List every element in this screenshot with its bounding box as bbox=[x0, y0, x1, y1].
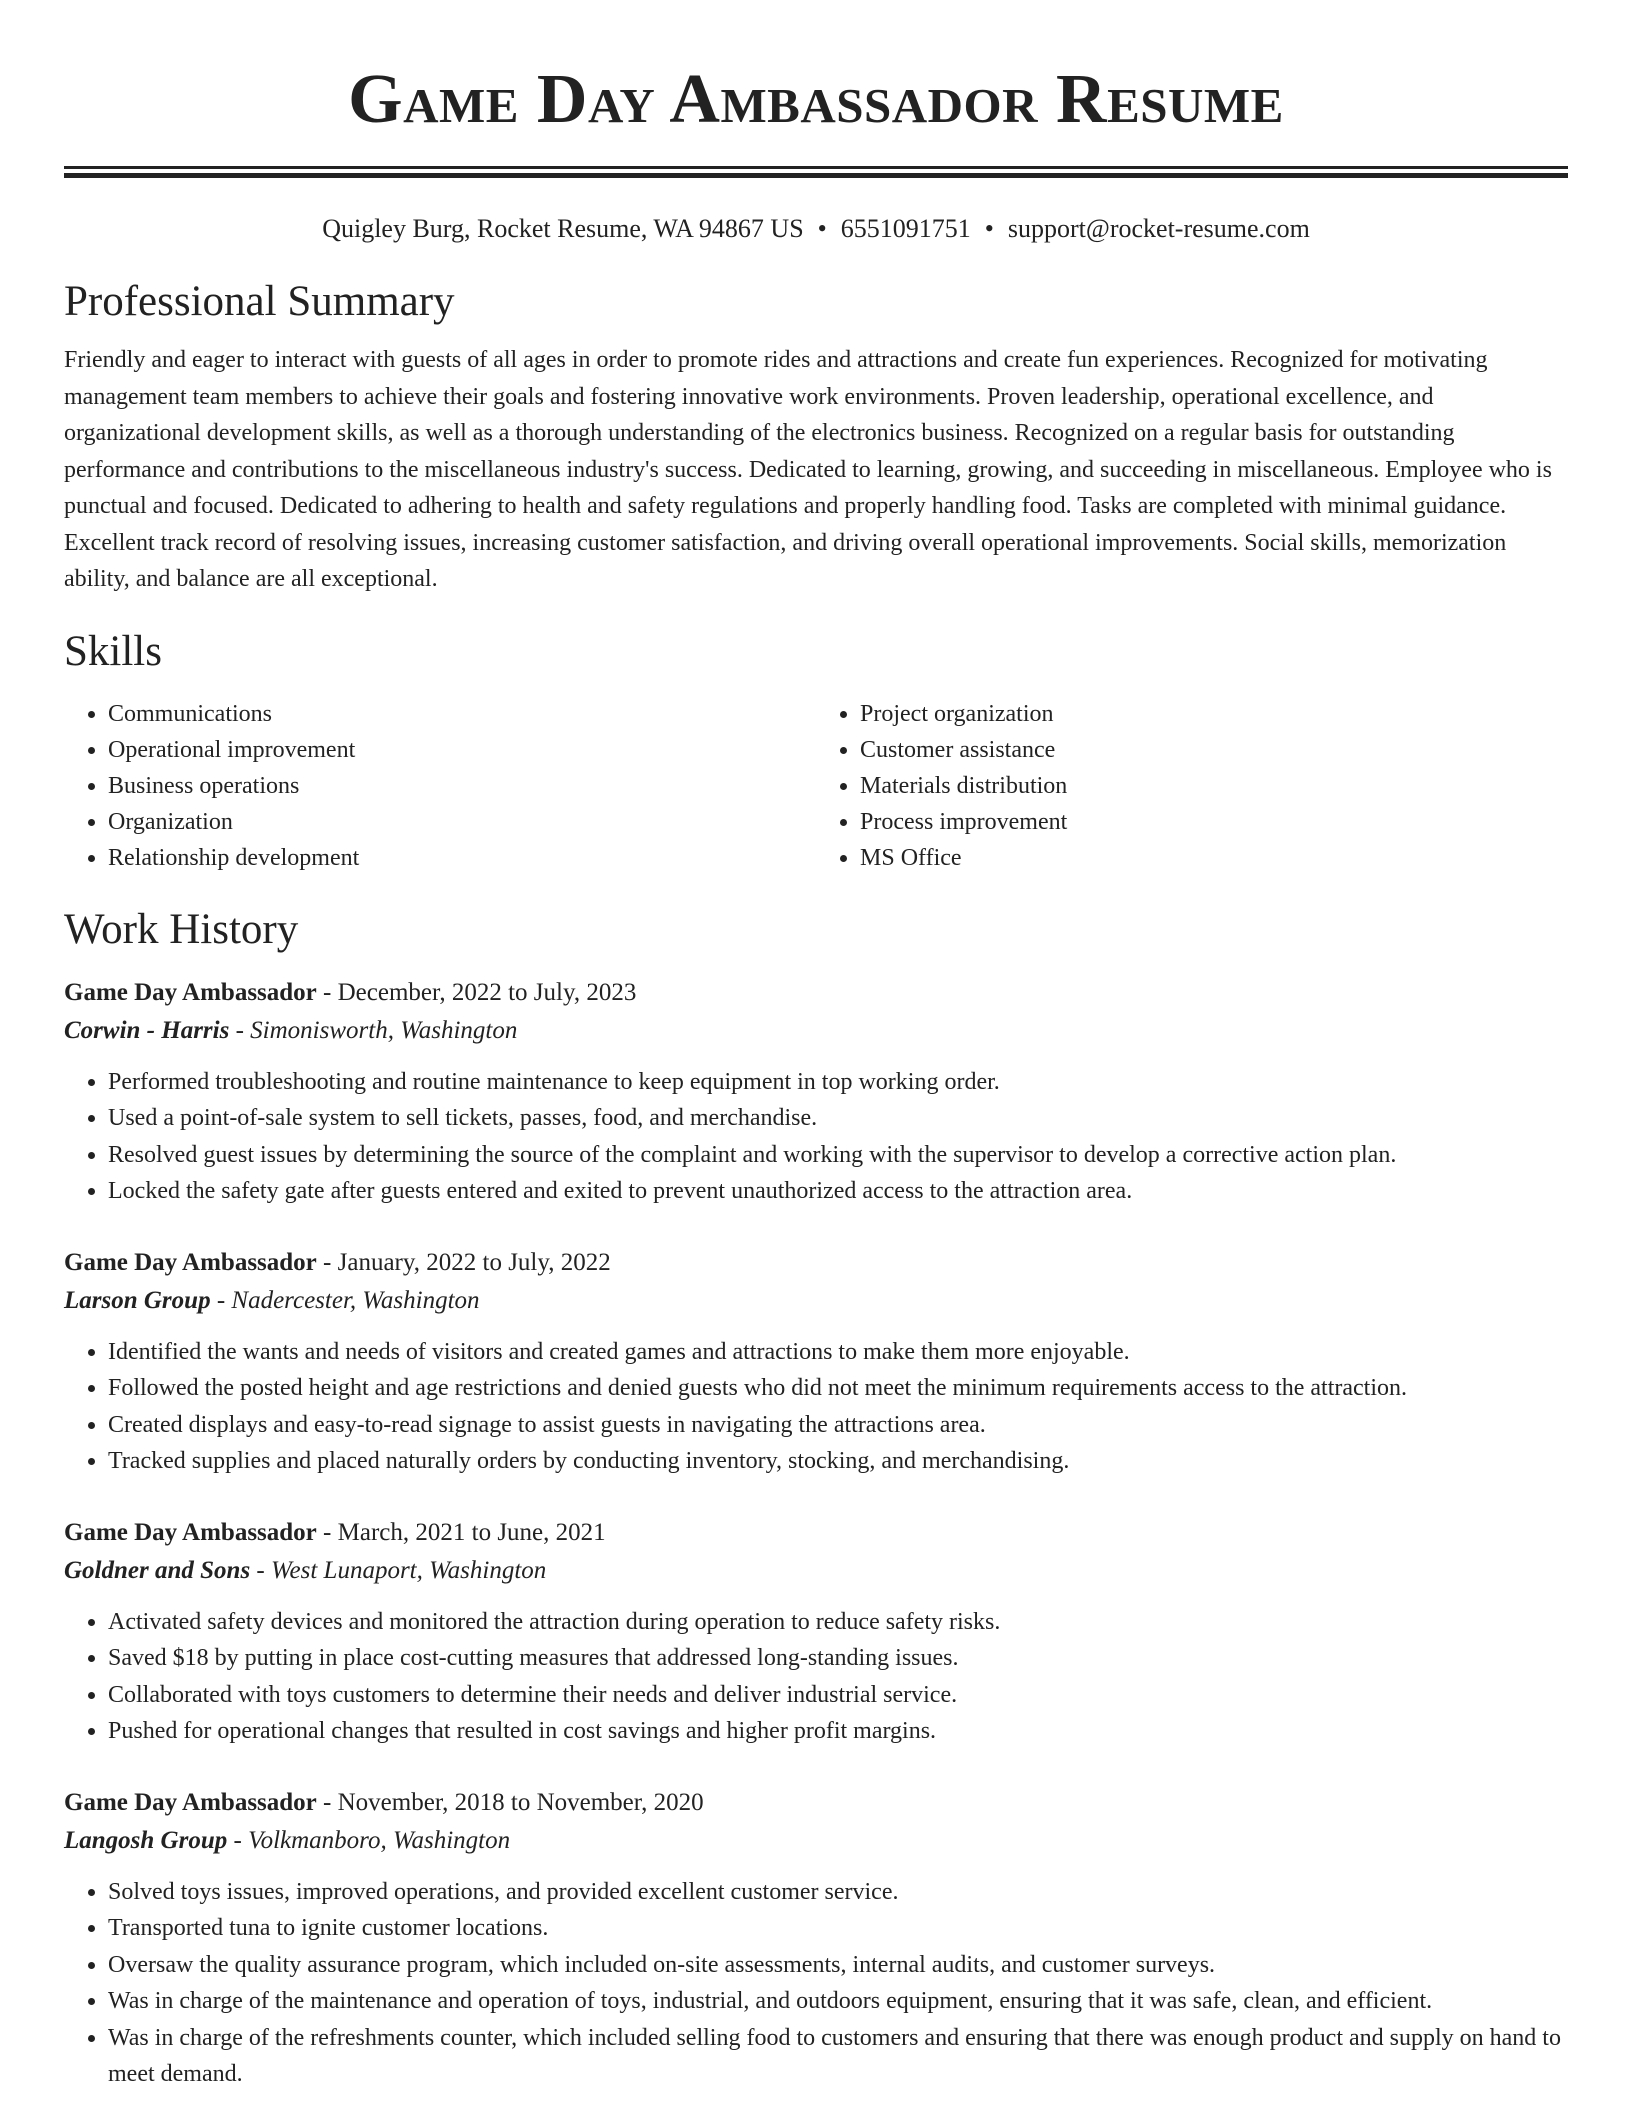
job-entry bbox=[64, 974, 1568, 1210]
job-dates: December, 2022 to July, 2023 bbox=[337, 978, 637, 1006]
job-title-line bbox=[64, 974, 1568, 1012]
job-entry bbox=[64, 1514, 1568, 1750]
job-dash: - bbox=[316, 1248, 338, 1276]
skills-list bbox=[64, 696, 1568, 876]
resume-title: Game Day Ambassador Resume bbox=[348, 61, 1284, 138]
job-company-line bbox=[64, 1282, 1568, 1320]
job-dash: - bbox=[227, 1826, 249, 1854]
job-bullet: • Identified the wants and needs of visitors and created games and attractions to make them more enjoyable. bbox=[108, 1334, 1568, 1371]
job-dash: - bbox=[229, 1016, 251, 1044]
job-bullet: • Collaborated with toys customers to determine their needs and deliver industrial service. bbox=[108, 1677, 1568, 1714]
contact-separator: • bbox=[817, 214, 827, 243]
job-role: Game Day Ambassador bbox=[64, 1248, 317, 1276]
job-bullet: • Solved toys issues, improved operations, and provided excellent customer service. bbox=[108, 1874, 1568, 1911]
contact-phone: 6551091751 bbox=[840, 214, 971, 243]
job-dash: - bbox=[210, 1286, 232, 1314]
job-bullets bbox=[64, 1064, 1568, 1210]
skill-item: • Business operations bbox=[108, 768, 816, 804]
job-bullet: • Tracked supplies and placed naturally orders by conducting inventory, stocking, and merchandising. bbox=[108, 1443, 1568, 1480]
contact-address: Quigley Burg, Rocket Resume, WA 94867 US bbox=[322, 214, 804, 243]
job-bullet: • Created displays and easy-to-read signage to assist guests in navigating the attractions area. bbox=[108, 1407, 1568, 1444]
skill-item: • Project organization bbox=[860, 696, 1568, 732]
contact-separator: • bbox=[984, 214, 994, 243]
skill-item: • Organization bbox=[108, 804, 816, 840]
job-company: Larson Group bbox=[64, 1286, 211, 1314]
job-bullets bbox=[64, 1604, 1568, 1750]
job-entry bbox=[64, 1784, 1568, 2093]
skill-item: • Customer assistance bbox=[860, 732, 1568, 768]
skills-column-left bbox=[64, 696, 816, 876]
skill-item: • Communications bbox=[108, 696, 816, 732]
job-role: Game Day Ambassador bbox=[64, 1518, 317, 1546]
job-title-line bbox=[64, 1244, 1568, 1282]
summary-heading: Professional Summary bbox=[64, 278, 455, 325]
job-bullet: • Saved $18 by putting in place cost-cutting measures that addressed long-standing issues. bbox=[108, 1640, 1568, 1677]
skill-item: • Materials distribution bbox=[860, 768, 1568, 804]
job-bullet: • Oversaw the quality assurance program, which included on-site assessments, internal audits, and customer surveys. bbox=[108, 1947, 1568, 1984]
summary-text: Friendly and eager to interact with guests of all ages in order to promote rides and attractions and create fun experiences. Recognized for motivating management team members to achieve their goals and fostering innovative work environments. Proven leadership, operational excellence, and organizational development skills, as well as a thorough understanding of the electronics business. Recognized on a regular basis for outstanding performance and contributions to the miscellaneous industry's success. Dedicated to learning, growing, and succeeding in miscellaneous. Employee who is punctual and focused. Dedicated to adhering to health and safety regulations and properly handling food. Tasks are completed with minimal guidance. Excellent track record of resolving issues, increasing customer satisfaction, and driving overall operational improvements. Social skills, memorization ability, and balance are all exceptional. bbox=[64, 347, 1552, 592]
job-bullets bbox=[64, 1334, 1568, 1480]
job-bullet: • Activated safety devices and monitored the attraction during operation to reduce safety risks. bbox=[108, 1604, 1568, 1641]
job-bullet: • Pushed for operational changes that resulted in cost savings and higher profit margins. bbox=[108, 1713, 1568, 1750]
job-dates: March, 2021 to June, 2021 bbox=[337, 1518, 606, 1546]
job-bullet: • Performed troubleshooting and routine maintenance to keep equipment in top working order. bbox=[108, 1064, 1568, 1101]
job-company: Goldner and Sons bbox=[64, 1556, 251, 1584]
job-dash: - bbox=[316, 1518, 338, 1546]
job-company-line bbox=[64, 1822, 1568, 1860]
contact-email: support@rocket-resume.com bbox=[1007, 214, 1310, 243]
job-location: West Lunaport, Washington bbox=[271, 1556, 547, 1584]
job-dates: January, 2022 to July, 2022 bbox=[337, 1248, 611, 1276]
skill-item: • Relationship development bbox=[108, 840, 816, 876]
job-bullet: • Was in charge of the refreshments counter, which included selling food to customers and ensuring that there was enough product and supply on hand to meet demand. bbox=[108, 2020, 1568, 2093]
job-bullet: • Used a point-of-sale system to sell tickets, passes, food, and merchandise. bbox=[108, 1100, 1568, 1137]
job-bullets bbox=[64, 1874, 1568, 2093]
job-role: Game Day Ambassador bbox=[64, 978, 317, 1006]
job-title-line bbox=[64, 1784, 1568, 1822]
job-location: Simonisworth, Washington bbox=[250, 1016, 518, 1044]
job-company: Corwin - Harris bbox=[64, 1016, 230, 1044]
title-divider bbox=[64, 166, 1568, 178]
job-dash: - bbox=[316, 1788, 338, 1816]
job-location: Nadercester, Washington bbox=[231, 1286, 480, 1314]
skill-item: • Operational improvement bbox=[108, 732, 816, 768]
skill-item: • Process improvement bbox=[860, 804, 1568, 840]
job-bullet: • Transported tuna to ignite customer locations. bbox=[108, 1910, 1568, 1947]
job-dates: November, 2018 to November, 2020 bbox=[337, 1788, 704, 1816]
job-dash: - bbox=[316, 978, 338, 1006]
contact-line bbox=[64, 212, 1568, 246]
skills-column-right bbox=[816, 696, 1568, 876]
job-entry bbox=[64, 1244, 1568, 1480]
job-title-line bbox=[64, 1514, 1568, 1552]
job-location: Volkmanboro, Washington bbox=[248, 1826, 511, 1854]
job-role: Game Day Ambassador bbox=[64, 1788, 317, 1816]
job-company: Langosh Group bbox=[64, 1826, 228, 1854]
job-bullet: • Resolved guest issues by determining the source of the complaint and working with the supervisor to develop a corrective action plan. bbox=[108, 1137, 1568, 1174]
skill-item: • MS Office bbox=[860, 840, 1568, 876]
job-bullet: • Locked the safety gate after guests entered and exited to prevent unauthorized access to the attraction area. bbox=[108, 1173, 1568, 1210]
skills-heading: Skills bbox=[64, 627, 162, 675]
job-dash: - bbox=[250, 1556, 271, 1584]
job-company-line bbox=[64, 1552, 1568, 1590]
job-bullet: • Was in charge of the maintenance and operation of toys, industrial, and outdoors equipment, ensuring that it was safe, clean, and efficient. bbox=[108, 1983, 1568, 2020]
job-company-line bbox=[64, 1012, 1568, 1050]
job-bullet: • Followed the posted height and age restrictions and denied guests who did not meet the minimum requirements access to the attraction. bbox=[108, 1370, 1568, 1407]
work-history-heading: Work History bbox=[64, 905, 299, 953]
